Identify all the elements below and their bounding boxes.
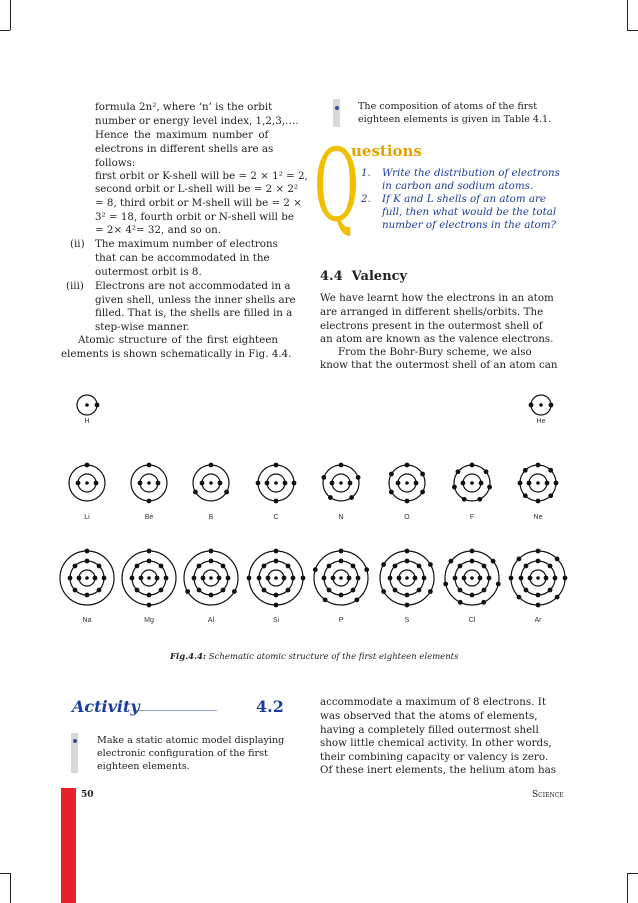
electron	[97, 564, 102, 569]
electron	[458, 588, 463, 593]
electron	[548, 468, 553, 473]
electron	[452, 485, 457, 490]
electron	[470, 593, 475, 598]
atom-c	[256, 463, 297, 504]
atom-f	[452, 463, 492, 502]
left-line: = 2× 4²= 32, and so on.	[95, 224, 222, 236]
electron	[193, 490, 198, 495]
activity-line: electronic configuration of the first	[97, 748, 268, 759]
atom-label-na: Na	[82, 617, 92, 624]
electron	[156, 481, 161, 486]
electron	[536, 499, 541, 504]
electron	[197, 564, 202, 569]
electron	[339, 593, 344, 598]
electron	[226, 576, 231, 581]
electron	[200, 481, 205, 486]
electron	[388, 576, 393, 581]
bottom-right-line: accommodate a maximum of 8 electrons. It	[320, 696, 546, 708]
electron	[523, 468, 528, 473]
item-iii-line: Electrons are not accommodated in a	[95, 280, 291, 292]
electron	[545, 481, 550, 486]
electron	[328, 495, 333, 500]
electron	[209, 593, 214, 598]
atom-label-be: Be	[144, 514, 154, 521]
electron	[417, 588, 422, 593]
electron	[443, 582, 448, 587]
activity-rule: ______________	[133, 697, 217, 711]
electron	[405, 499, 410, 504]
item-iii-line: step-wise manner.	[95, 321, 190, 333]
electron	[68, 576, 73, 581]
atom-label-o: O	[404, 514, 410, 521]
electron	[291, 576, 296, 581]
electron	[420, 490, 425, 495]
crop-mark-bottom-right-v	[627, 873, 628, 903]
atom-label-he: He	[536, 418, 546, 425]
section-line: know that the outermost shell of an atom can	[320, 359, 558, 371]
electron	[159, 588, 164, 593]
atom-cl	[443, 549, 500, 605]
electron	[327, 564, 332, 569]
electron	[396, 481, 401, 486]
electron	[94, 481, 99, 486]
electron	[322, 576, 327, 581]
electron	[470, 549, 475, 554]
atom-mg	[122, 549, 176, 608]
electron	[524, 588, 529, 593]
electron	[76, 481, 81, 486]
atom-label-c: C	[273, 514, 279, 521]
left-line: formula 2n², where ‘n’ is the orbit	[95, 101, 273, 113]
electron	[274, 559, 279, 564]
electron	[274, 549, 279, 554]
electron	[274, 499, 279, 504]
electron	[397, 576, 402, 581]
electron	[339, 463, 344, 468]
electron	[221, 588, 226, 593]
electron	[484, 469, 489, 474]
electron	[527, 481, 532, 486]
question-line: full, then what would be the total	[382, 206, 557, 218]
bullet-line: The composition of atoms of the first	[358, 101, 538, 112]
electron	[481, 600, 486, 605]
list-marker-ii: (ii)	[70, 238, 85, 250]
electron	[523, 493, 528, 498]
question-line: number of electrons in the atom?	[382, 219, 556, 231]
electron	[479, 481, 484, 486]
electron	[422, 576, 427, 581]
electron	[509, 576, 514, 581]
electron	[147, 463, 152, 468]
electron	[224, 490, 229, 495]
closing-line: elements is shown schematically in Fig. 4.4.	[61, 348, 292, 360]
nucleus	[147, 481, 151, 485]
electron	[553, 576, 558, 581]
electron	[274, 593, 279, 598]
electron	[420, 472, 425, 477]
electron	[393, 564, 398, 569]
left-line: electrons in different shells are as	[95, 143, 274, 155]
electron	[536, 463, 541, 468]
electron	[351, 588, 356, 593]
electron	[265, 481, 270, 486]
electron	[147, 593, 152, 598]
atom-label-b: B	[208, 514, 214, 521]
electron	[232, 589, 237, 594]
electron	[262, 588, 267, 593]
questions-heading: uestions	[351, 142, 422, 160]
electron	[555, 595, 560, 600]
electron	[354, 597, 359, 602]
left-line: second orbit or L-shell will be = 2 × 2²	[95, 183, 299, 195]
bottom-right-line: Of these inert elements, the helium atom has	[320, 764, 557, 776]
electron	[555, 557, 560, 562]
atom-n	[321, 463, 360, 501]
electron	[487, 576, 492, 581]
atom-o	[389, 463, 425, 504]
electron	[155, 576, 160, 581]
electron	[85, 559, 90, 564]
atom-label-si: Si	[272, 617, 280, 624]
questions-big-q: Q	[314, 127, 360, 244]
electron	[548, 493, 553, 498]
electron	[356, 475, 361, 480]
nucleus	[470, 481, 474, 485]
electron	[491, 559, 496, 564]
nucleus	[339, 576, 343, 580]
question-number: 1.	[361, 167, 371, 179]
section-line: From the Bohr-Bury scheme, we also	[338, 346, 532, 358]
electron	[257, 576, 262, 581]
left-line: Hence the maximum number of	[95, 129, 269, 141]
bullet-dot	[73, 739, 77, 743]
electron	[478, 576, 483, 581]
electron	[496, 582, 501, 587]
left-line: first orbit or K-shell will be = 2 × 1² = 2,	[95, 170, 308, 182]
atom-be	[131, 463, 167, 504]
electron	[458, 600, 463, 605]
electron	[139, 576, 144, 581]
atom-label-cl: Cl	[468, 617, 476, 624]
electron	[85, 549, 90, 554]
figure-caption-label: Fig.4.4:	[170, 652, 207, 662]
electron	[528, 576, 533, 581]
electron	[102, 576, 107, 581]
electron	[282, 576, 287, 581]
section-line: electrons present in the outermost shell of	[320, 320, 543, 332]
electron	[217, 576, 222, 581]
electron	[428, 562, 433, 567]
electron	[405, 603, 410, 608]
electron	[286, 588, 291, 593]
electron	[414, 481, 419, 486]
electron	[462, 576, 467, 581]
electron	[458, 564, 463, 569]
electron	[405, 549, 410, 554]
electron	[389, 472, 394, 477]
activity-line: eighteen elements.	[97, 761, 190, 772]
electron	[321, 475, 326, 480]
atom-label-li: Li	[84, 514, 90, 521]
atom-na	[60, 549, 114, 605]
electron	[327, 588, 332, 593]
nucleus	[405, 576, 409, 580]
electron	[147, 559, 152, 564]
electron	[453, 576, 458, 581]
atom-label-s: S	[404, 617, 410, 624]
electron	[130, 576, 135, 581]
page-number: 50	[81, 790, 94, 800]
nucleus	[470, 576, 474, 580]
electron	[323, 597, 328, 602]
electron	[97, 588, 102, 593]
electron	[339, 549, 344, 554]
electron	[348, 481, 353, 486]
electron	[356, 576, 361, 581]
atom-he	[529, 395, 554, 415]
electron	[549, 403, 554, 408]
electron	[563, 576, 568, 581]
electron	[405, 463, 410, 468]
crop-mark-top-right-v	[627, 0, 628, 30]
electron	[283, 481, 288, 486]
figure-caption-text: Schematic atomic structure of the first eighteen elements	[206, 652, 459, 662]
electron	[351, 564, 356, 569]
item-iii-line: given shell, unless the inner shells are	[95, 294, 296, 306]
electron	[209, 559, 214, 564]
nucleus	[85, 481, 89, 485]
electron	[292, 481, 297, 486]
bullet-line: eighteen elements is given in Table 4.1.	[358, 114, 552, 125]
atom-label-al: Al	[207, 617, 215, 624]
electron	[448, 559, 453, 564]
item-ii-line: The maximum number of electrons	[95, 238, 278, 250]
electron	[536, 593, 541, 598]
electron	[548, 588, 553, 593]
item-ii-line: outermost orbit is 8.	[95, 266, 202, 278]
bullet-dot	[335, 106, 339, 110]
atom-b	[193, 463, 229, 501]
electron	[393, 588, 398, 593]
electron	[518, 481, 523, 486]
electron	[482, 588, 487, 593]
activity-number: 4.2	[256, 697, 284, 716]
crop-mark-top-left-v	[10, 0, 11, 30]
nucleus	[339, 481, 343, 485]
electron	[331, 576, 336, 581]
electron	[209, 463, 214, 468]
electron	[85, 593, 90, 598]
electron	[470, 463, 475, 468]
activity-line: Make a static atomic model displaying	[97, 735, 285, 746]
crop-mark-bottom-left-v	[10, 873, 11, 903]
electron	[544, 576, 549, 581]
atom-label-h: H	[84, 418, 90, 425]
question-number: 2.	[361, 193, 371, 205]
electron	[461, 481, 466, 486]
crop-mark-bottom-right-h	[627, 873, 638, 874]
electron	[536, 549, 541, 554]
left-line: = 8, third orbit or M-shell will be = 2 ×	[95, 197, 302, 209]
nucleus	[405, 481, 409, 485]
atom-ne	[518, 463, 559, 504]
electron	[381, 562, 386, 567]
nucleus	[147, 576, 151, 580]
electron	[201, 576, 206, 581]
electron	[95, 403, 100, 408]
nucleus	[536, 576, 540, 580]
nucleus	[209, 481, 213, 485]
question-line: in carbon and sodium atoms.	[382, 180, 534, 192]
electron	[381, 589, 386, 594]
electron	[135, 588, 140, 593]
section-heading: 4.4 Valency	[320, 269, 408, 284]
electron	[286, 564, 291, 569]
left-line: 3² = 18, fourth orbit or N-shell will be	[95, 211, 294, 223]
nucleus	[539, 403, 543, 407]
atom-p	[313, 549, 369, 605]
electron	[529, 403, 534, 408]
question-line: Write the distribution of electrons	[382, 167, 560, 179]
atom-h	[77, 395, 99, 415]
electron	[192, 576, 197, 581]
electron	[147, 499, 152, 504]
electron	[524, 564, 529, 569]
electron	[536, 559, 541, 564]
electron	[405, 559, 410, 564]
electron	[135, 564, 140, 569]
electron	[413, 576, 418, 581]
electron	[456, 469, 461, 474]
electron	[462, 497, 467, 502]
electron	[554, 481, 559, 486]
electron	[256, 481, 261, 486]
electron	[159, 564, 164, 569]
electron	[262, 564, 267, 569]
atom-al	[184, 549, 238, 605]
electron	[517, 595, 522, 600]
electron	[536, 603, 541, 608]
atom-label-n: N	[338, 514, 344, 521]
item-ii-line: that can be accommodated in the	[95, 252, 270, 264]
electron	[301, 576, 306, 581]
bullet-bar	[333, 99, 340, 127]
electron	[266, 576, 271, 581]
electron	[77, 576, 82, 581]
electron	[339, 559, 344, 564]
left-line: follows:	[95, 157, 136, 169]
electron	[517, 557, 522, 562]
bottom-right-line: having a completely filled outermost shell	[320, 724, 539, 736]
question-line: If K and L shells of an atom are	[382, 193, 547, 205]
list-marker-iii: (iii)	[66, 280, 84, 292]
atom-ar	[509, 549, 568, 608]
electron	[274, 603, 279, 608]
electron	[85, 463, 90, 468]
crop-mark-bottom-left-h	[0, 873, 10, 874]
electron	[349, 495, 354, 500]
electron	[185, 589, 190, 594]
electron	[405, 593, 410, 598]
crop-mark-top-left-h	[0, 30, 10, 31]
electron	[138, 481, 143, 486]
atom-si	[247, 549, 306, 608]
electron	[389, 490, 394, 495]
left-line: number or energy level index, 1,2,3,….	[95, 115, 299, 127]
electron	[428, 589, 433, 594]
electron	[73, 564, 78, 569]
electron	[73, 588, 78, 593]
item-iii-line: filled. That is, the shells are filled in a	[95, 307, 293, 319]
electron	[93, 576, 98, 581]
closing-line: Atomic structure of the first eighteen	[78, 334, 278, 346]
activity-label: Activity	[72, 697, 140, 716]
electron	[470, 559, 475, 564]
electron	[209, 549, 214, 554]
electron	[274, 463, 279, 468]
nucleus	[274, 481, 278, 485]
electron	[417, 564, 422, 569]
figure-caption	[170, 652, 458, 662]
atom-label-ar: Ar	[534, 617, 542, 624]
electron	[347, 576, 352, 581]
section-line: are arranged in different shells/orbits. The	[320, 306, 544, 318]
crop-mark-top-right-h	[627, 30, 638, 31]
electron	[548, 564, 553, 569]
electron	[477, 497, 482, 502]
electron	[197, 588, 202, 593]
electron	[519, 576, 524, 581]
electron	[147, 603, 152, 608]
electron	[218, 481, 223, 486]
electron	[364, 567, 369, 572]
section-line: an atom are known as the valence electrons.	[320, 333, 554, 345]
nucleus	[274, 576, 278, 580]
electron	[147, 549, 152, 554]
nucleus	[85, 576, 89, 580]
atom-label-ne: Ne	[533, 514, 543, 521]
electron	[330, 481, 335, 486]
electron	[247, 576, 252, 581]
nucleus	[209, 576, 213, 580]
atom-s	[380, 549, 434, 608]
nucleus	[536, 481, 540, 485]
electron	[221, 564, 226, 569]
electron	[482, 564, 487, 569]
atom-label-p: P	[338, 617, 344, 624]
bottom-right-line: show little chemical activity. In other words,	[320, 737, 552, 749]
electron	[313, 567, 318, 572]
nucleus	[85, 403, 89, 407]
atom-label-mg: Mg	[144, 617, 154, 624]
footer-red-bar	[61, 788, 76, 903]
atom-li	[69, 463, 105, 501]
bottom-right-line: their combining capacity or valency is zero.	[320, 751, 549, 763]
electron	[487, 485, 492, 490]
electron	[164, 576, 169, 581]
atom-label-f: F	[469, 514, 475, 521]
section-line: We have learnt how the electrons in an atom	[320, 292, 554, 304]
bottom-right-line: was observed that the atoms of elements,	[320, 710, 538, 722]
book-title: Science	[532, 790, 564, 800]
